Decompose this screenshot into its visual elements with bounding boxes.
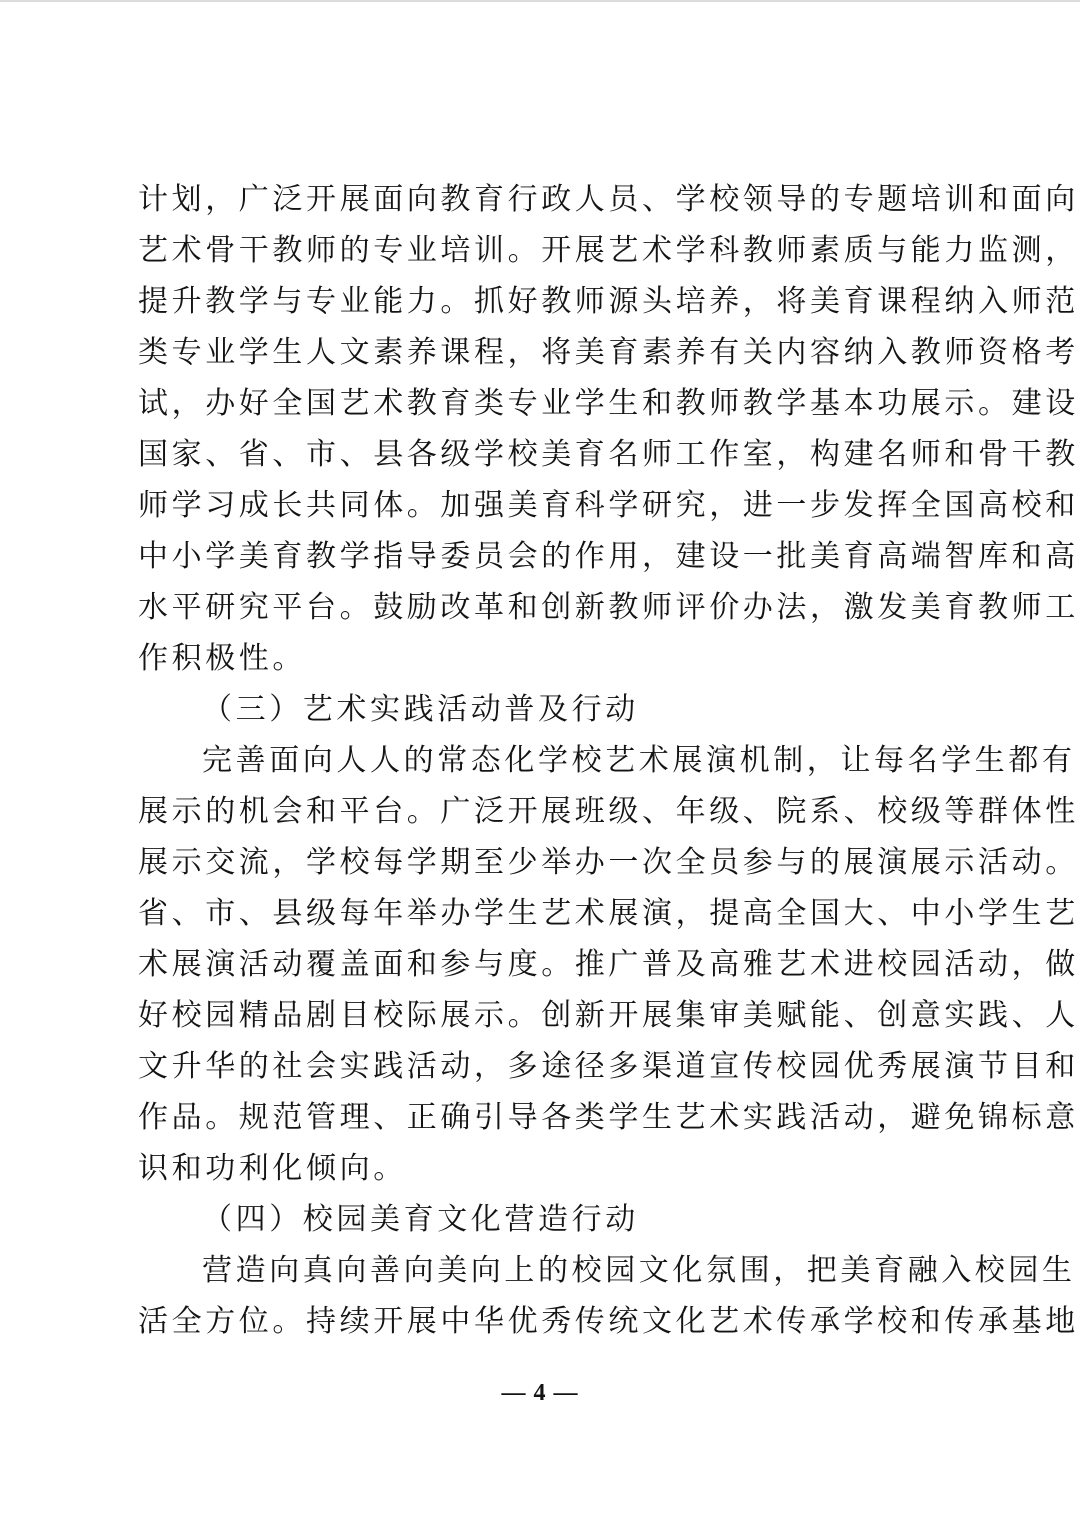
body-line: 计划，广泛开展面向教育行政人员、学校领导的专题培训和面向: [138, 182, 1079, 217]
paragraph-first-line: 营造向真向善向美向上的校园文化氛围，把美育融入校园生: [202, 1253, 1076, 1288]
body-line: 作积极性。: [138, 641, 306, 676]
paragraph-first-line: 完善面向人人的常态化学校艺术展演机制，让每名学生都有: [202, 743, 1076, 778]
body-line: 文升华的社会实践活动，多途径多渠道宣传校园优秀展演节目和: [138, 1049, 1079, 1084]
body-line: 作品。规范管理、正确引导各类学生艺术实践活动，避免锦标意: [138, 1100, 1079, 1135]
body-line: 国家、省、市、县各级学校美育名师工作室，构建名师和骨干教: [138, 437, 1079, 472]
body-line: 展示的机会和平台。广泛开展班级、年级、院系、校级等群体性: [138, 794, 1079, 829]
section-heading-3: （三）艺术实践活动普及行动: [202, 692, 639, 727]
body-line: 展示交流，学校每学期至少举办一次全员参与的展演展示活动。: [138, 845, 1079, 880]
body-line: 提升教学与专业能力。抓好教师源头培养，将美育课程纳入师范: [138, 284, 1079, 319]
body-line: 试，办好全国艺术教育类专业学生和教师教学基本功展示。建设: [138, 386, 1079, 421]
body-line: 类专业学生人文素养课程，将美育素养有关内容纳入教师资格考: [138, 335, 1079, 370]
document-body: [138, 174, 1079, 1347]
page-number: — 4 —: [501, 1380, 579, 1406]
body-line: 活全方位。持续开展中华优秀传统文化艺术传承学校和传承基地: [138, 1304, 1079, 1339]
section-heading-4: （四）校园美育文化营造行动: [202, 1202, 639, 1237]
body-line: 师学习成长共同体。加强美育科学研究，进一步发挥全国高校和: [138, 488, 1079, 523]
body-line: 好校园精品剧目校际展示。创新开展集审美赋能、创意实践、人: [138, 998, 1079, 1033]
body-line: 艺术骨干教师的专业培训。开展艺术学科教师素质与能力监测，: [138, 233, 1079, 268]
body-line: 术展演活动覆盖面和参与度。推广普及高雅艺术进校园活动，做: [138, 947, 1079, 982]
body-line: 省、市、县级每年举办学生艺术展演，提高全国大、中小学生艺: [138, 896, 1079, 931]
body-line: 中小学美育教学指导委员会的作用，建设一批美育高端智库和高: [138, 539, 1079, 574]
body-line: 识和功利化倾向。: [138, 1151, 407, 1186]
body-line: 水平研究平台。鼓励改革和创新教师评价办法，激发美育教师工: [138, 590, 1079, 625]
